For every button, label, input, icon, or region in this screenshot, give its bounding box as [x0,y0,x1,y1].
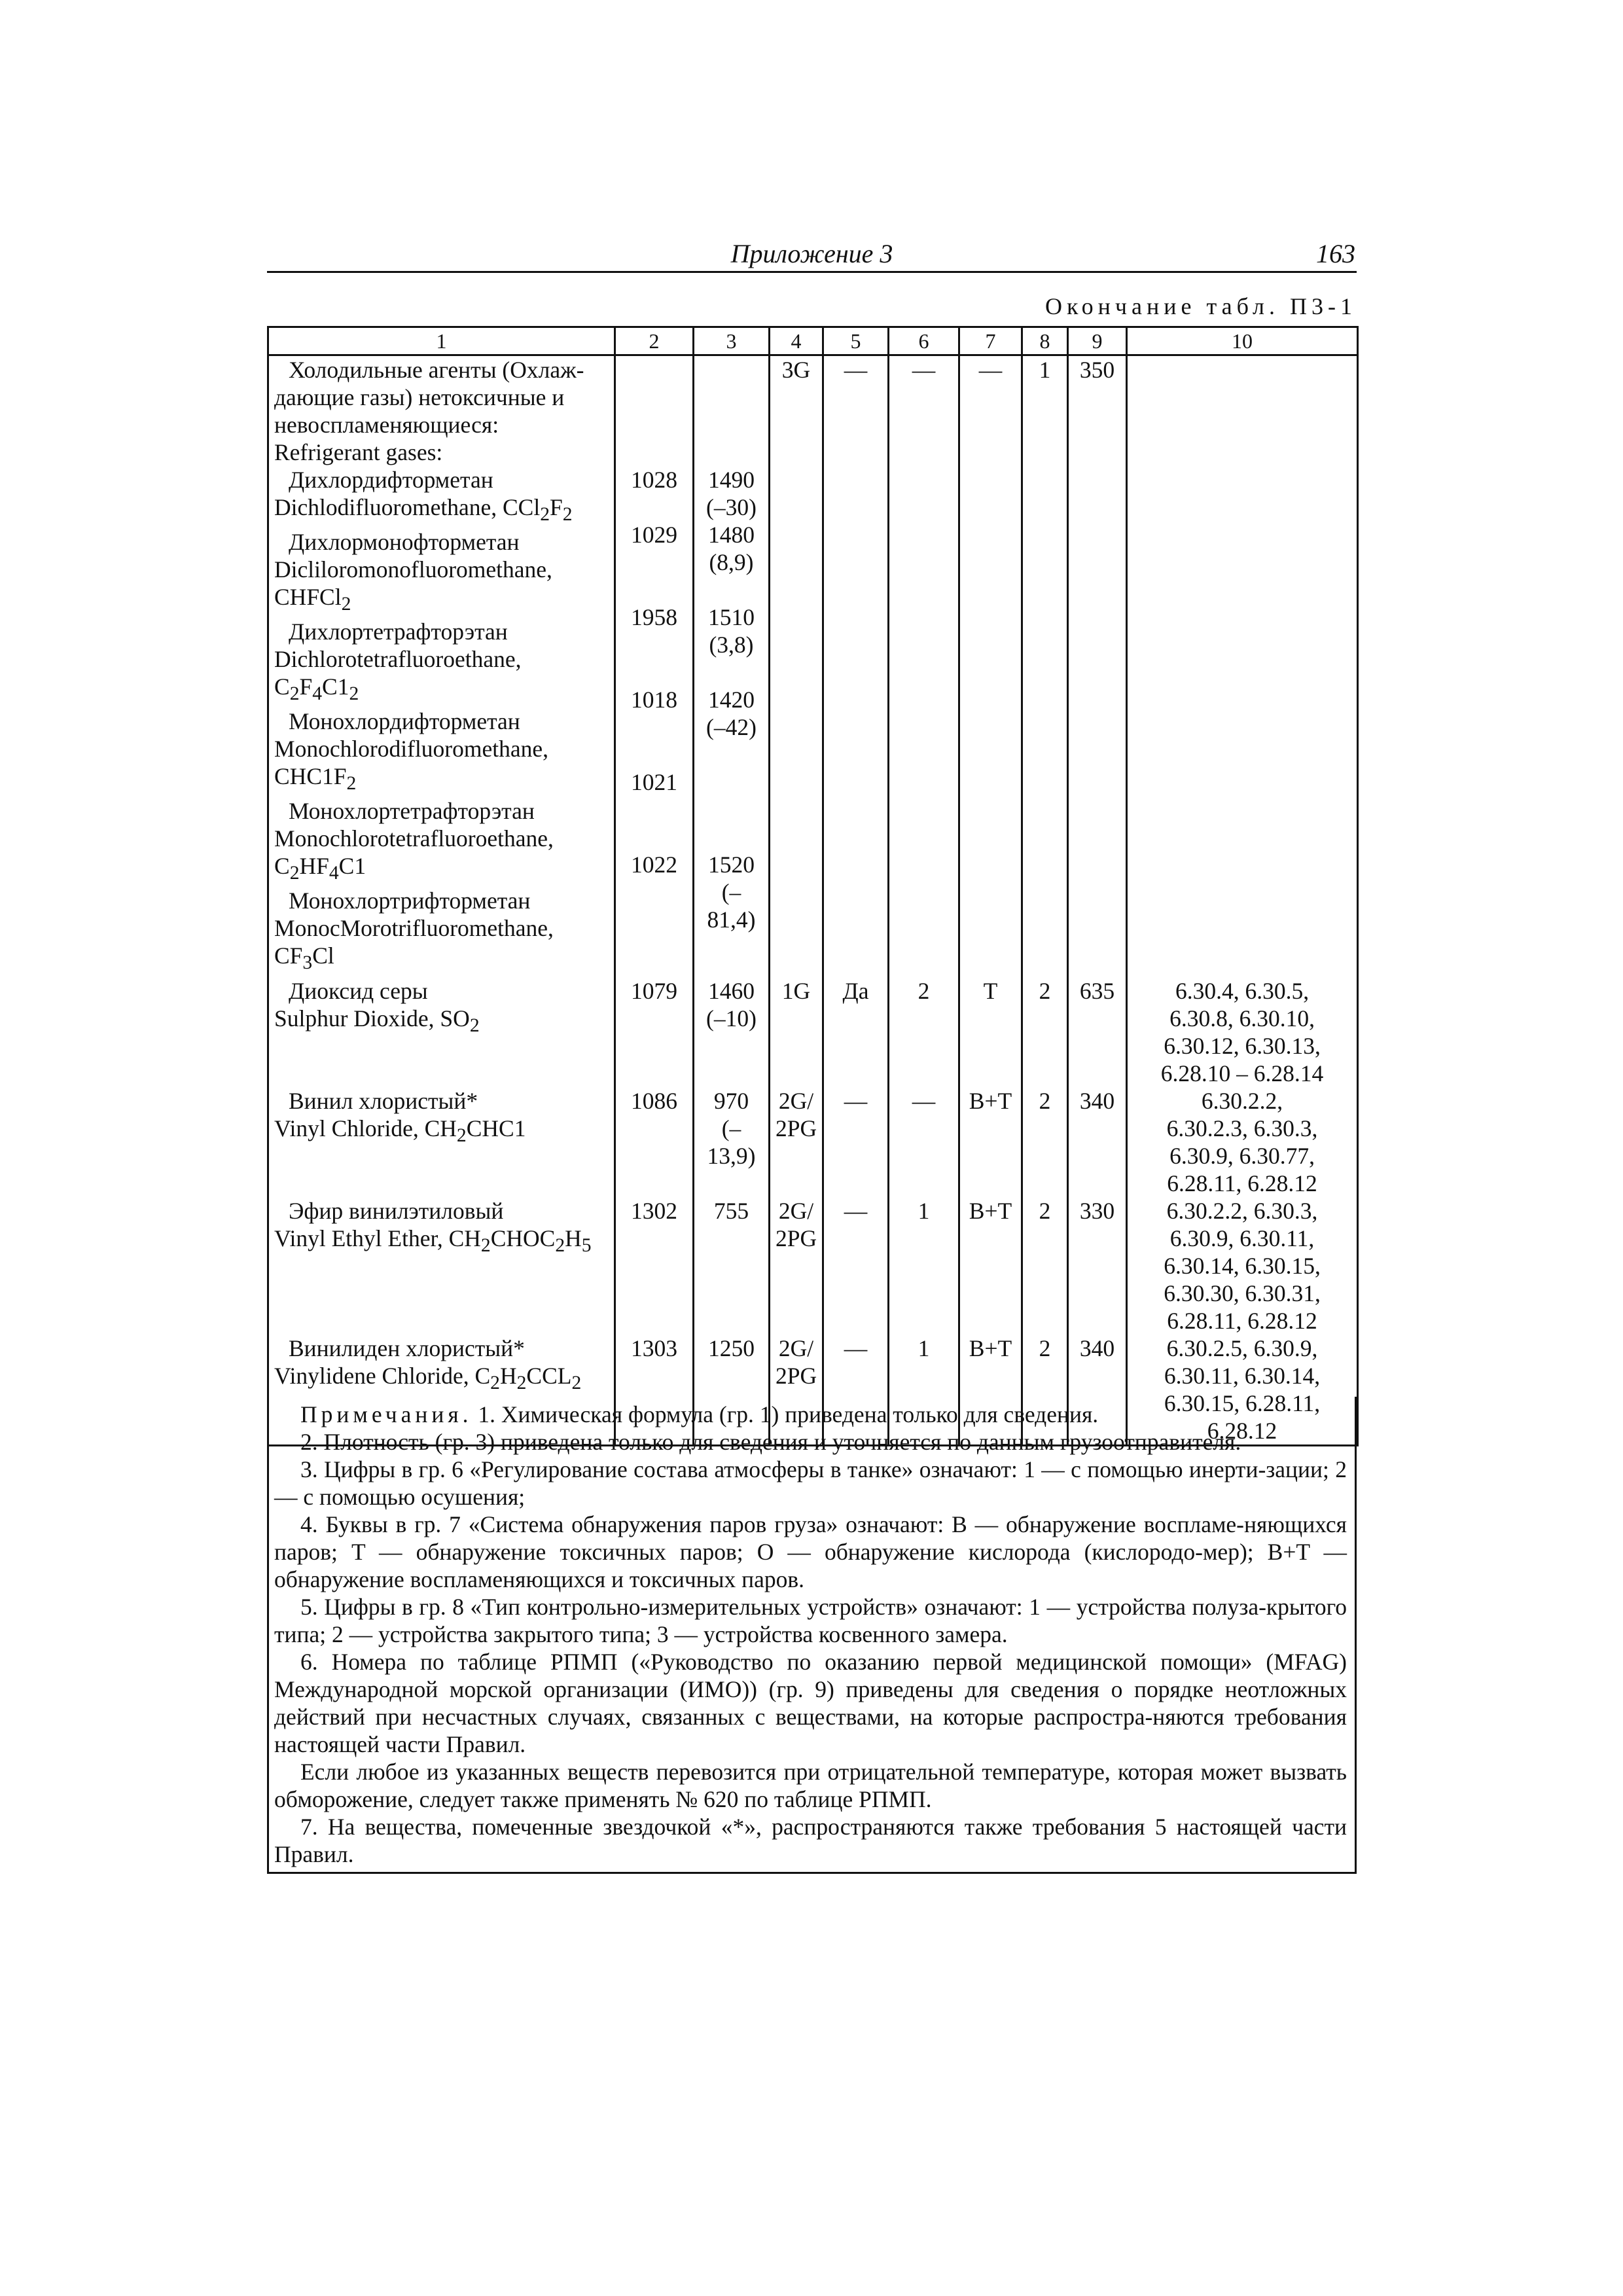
column-header: 1 [268,327,615,355]
col6-cell: — [889,355,959,977]
table-row [268,977,1358,1087]
substance-name-cell [268,1087,615,1197]
note-5: 5. Цифры в гр. 8 «Тип контрольно-измерительных устройств» означают: 1 — устройства полуза-крытого типа; 2 — устройства закрытого типа; 3 — устройства косвенного замера. [274,1594,1347,1647]
col5-cell: — [823,1197,889,1335]
ship-type-cell: 2G/ 2PG [770,1335,823,1446]
col8-cell: 2 [1022,977,1068,1087]
col6-cell: 1 [889,1197,959,1335]
density-cell: 970 (–13,9) [694,1087,770,1197]
col8-cell: 2 [1022,1335,1068,1446]
un-number-cell: 1079 [615,977,694,1087]
substance-name-ru: Монохлортрифторметан [289,888,531,914]
un-number-cell: 1303 [615,1335,694,1446]
col5-cell: — [823,355,889,977]
col10-cell: 6.30.2.2, 6.30.2.3, 6.30.3, 6.30.9, 6.30.77, 6.28.11, 6.28.12 [1127,1087,1358,1197]
column-number-row [268,327,1358,355]
col6-cell: — [889,1087,959,1197]
substance-name-en: Vinyl Chloride, $CH_2CHC1$ [274,1115,526,1146]
substance-name-ru: Монохлордифторметан [289,708,520,735]
cargo-table [267,326,1359,1446]
table-row [268,1197,1358,1335]
un-number-cell: 1028 1029 1958 1018 1021 1022 [615,355,694,977]
note-6: 6. Номера по таблице РПМП («Руководство по оказанию первой медицинской помощи» (MFAG) Международной морской организации (ИМО)) (гр. 9) приведены для сведения о порядке неотложных действий при несчастных случаях, связанных с веществами, на которые распростра-няются требования настоящей части Правил. [274,1649,1347,1757]
notes-label: Примечания. [300,1401,473,1427]
substance-name-en: Dichlodifluoromethane, $CCl_2F_2$ [274,494,573,526]
un-number-cell: 1086 [615,1087,694,1197]
substance-name-en: Vinylidene Chloride, $C_2H_2CCL_2$ [274,1362,582,1393]
col8-cell: 1 [1022,355,1068,977]
column-header: 5 [823,327,889,355]
density-cell: 1490 (–30) 1480 (8,9) 1510 (3,8) 1420 (–42) 1520 (–81,4) [694,355,770,977]
col9-cell: 330 [1068,1197,1127,1335]
substance-formula: CHFCl$_2$ [274,584,351,615]
col7-cell: — [959,355,1022,977]
substance-name-ru: Дихлормонофторметан [289,529,520,556]
note-6-continued: Если любое из указанных веществ перевозится при отрицательной температуре, которая может вызвать обморожение, следует также применять № 620 по таблице РПМП. [274,1759,1347,1812]
col9-cell: 340 [1068,1335,1127,1446]
ship-type-cell: 2G/ 2PG [770,1087,823,1197]
density-cell: 1460 (–10) [694,977,770,1087]
note-2: 2. Плотность (гр. 3) приведена только для сведения и уточняется по данным грузоотправителя. [300,1429,1241,1455]
un-number-cell: 1302 [615,1197,694,1335]
col5-cell: Да [823,977,889,1087]
col10-cell: 6.30.2.2, 6.30.3, 6.30.9, 6.30.11, 6.30.14, 6.30.15, 6.30.30, 6.30.31, 6.28.11, 6.28.12 [1127,1197,1358,1335]
substance-name-ru: Дихлортетрафторэтан [289,619,508,645]
group-title-line: невоспламеняющиеся: [274,412,499,438]
substance-name-en: Dicliloromonofluoromethane, [274,556,552,583]
substance-name-en: Vinyl Ethyl Ether, $CH_2CHOC_2H_5$ [274,1225,592,1256]
col5-cell: — [823,1087,889,1197]
density-cell: 755 [694,1197,770,1335]
substance-name-ru: Диоксид серы [289,977,428,1004]
substance-name-ru: Винил хлористый* [289,1087,478,1114]
col7-cell: B+T [959,1087,1022,1197]
table-notes [267,1397,1357,1874]
density-cell: 1250 [694,1335,770,1446]
col7-cell: B+T [959,1335,1022,1446]
substance-name-ru: Монохлортетрафторэтан [289,798,535,825]
table-row [268,355,1358,977]
substance-formula: $C_2F_4C1_2$ [274,673,359,705]
substance-name-en: Monochlorodifluoromethane, [274,736,548,762]
substance-name-en: Sulphur Dioxide, $SO_2$ [274,1005,480,1036]
group-title-line: дающие газы) нетоксичные и [274,384,565,410]
ship-type-cell: 3G [770,355,823,977]
note-1: Примечания. 1. Химическая формула (гр. 1) приведена только для сведения. [300,1401,1099,1427]
note-4: 4. Буквы в гр. 7 «Система обнаружения паров груза» означают: B — обнаружение воспламе-няющихся паров; T — обнаружение токсичных паров; O — обнаружение кислорода (кислородо-мер); B+T — обнаружение воспламеняющихся и токсичных паров. [274,1511,1347,1592]
section-title: Приложение 3 [730,239,893,268]
col5-cell: — [823,1335,889,1446]
col10-cell: 6.30.4, 6.30.5, 6.30.8, 6.30.10, 6.30.12, 6.30.13, 6.28.10 – 6.28.14 [1127,977,1358,1087]
page-number: 163 [1316,239,1355,268]
column-header: 8 [1022,327,1068,355]
substance-name-cell [268,355,615,977]
ship-type-cell: 2G/ 2PG [770,1197,823,1335]
column-header: 7 [959,327,1022,355]
group-title-line: Холодильные агенты (Охлаж- [289,357,584,383]
ship-type-cell: 1G [770,977,823,1087]
substance-name-en: Dichlorotetrafluoroethane, [274,646,522,673]
col10-cell: 6.30.2.5, 6.30.9, 6.30.11, 6.30.14, 6.30.15, 6.28.11, 6.28.12 [1127,1335,1358,1446]
note-7: 7. На вещества, помеченные звездочкой «*», распространяются также требования 5 настоящей части Правил. [274,1814,1347,1867]
col7-cell: B+T [959,1197,1022,1335]
col9-cell: 635 [1068,977,1127,1087]
column-header: 4 [770,327,823,355]
group-title-line: Refrigerant gases: [274,439,443,465]
substance-name-en: MonocMorotrifluoromethane, [274,915,554,942]
substance-name-en: Monochlorotetrafluoroethane, [274,825,554,852]
substance-formula: $C_2HF_4C1$ [274,853,366,884]
col8-cell: 2 [1022,1087,1068,1197]
table-caption: Окончание табл. П3-1 [1044,293,1357,319]
running-head [267,236,1357,273]
substance-name-cell [268,1197,615,1335]
col9-cell: 350 [1068,355,1127,977]
column-header: 6 [889,327,959,355]
table-row [268,1087,1358,1197]
col6-cell: 1 [889,1335,959,1446]
col9-cell: 340 [1068,1087,1127,1197]
note-3: 3. Цифры в гр. 6 «Регулирование состава атмосферы в танке» означают: 1 — с помощью инерти-зации; 2 — с помощью осушения; [274,1456,1347,1510]
column-header: 3 [694,327,770,355]
substance-formula: $CF_3Cl$ [274,942,334,974]
substance-name-ru: Винилиден хлористый* [289,1335,525,1361]
substance-formula: $CHC1F_2$ [274,763,357,795]
column-header: 10 [1127,327,1358,355]
substance-name-ru: Эфир винилэтиловый [289,1197,504,1224]
col7-cell: T [959,977,1022,1087]
col8-cell: 2 [1022,1197,1068,1335]
substance-name-cell [268,977,615,1087]
col6-cell: 2 [889,977,959,1087]
column-header: 9 [1068,327,1127,355]
col10-cell [1127,355,1358,977]
column-header: 2 [615,327,694,355]
substance-name-ru: Дихлордифторметан [289,467,493,493]
